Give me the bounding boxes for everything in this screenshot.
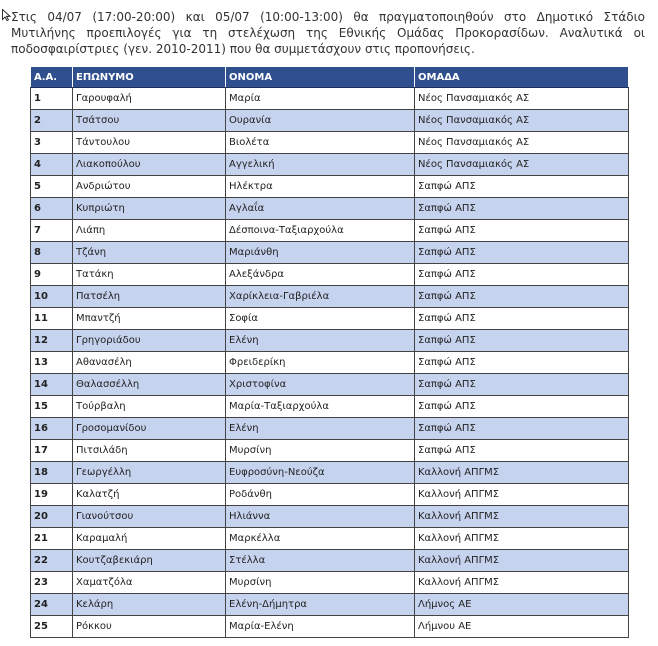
row-number: 20 [31,506,73,528]
row-surname: Γρηγοριάδου [73,330,226,352]
row-surname: Κελάρη [73,594,226,616]
row-surname: Κουτζαβεκιάρη [73,550,226,572]
row-team: Σαπφώ ΑΠΣ [415,198,629,220]
row-team: Σαπφώ ΑΠΣ [415,440,629,462]
row-surname: Κυπριώτη [73,198,226,220]
row-team: Σαπφώ ΑΠΣ [415,352,629,374]
row-name: Χαρίκλεια-Γαβριέλα [226,286,415,308]
row-team: Σαπφώ ΑΠΣ [415,396,629,418]
table-header-row [31,67,629,88]
row-surname: Πιτσιλάδη [73,440,226,462]
row-team: Νέος Πανσαμιακός ΑΣ [415,110,629,132]
table-row [31,110,629,132]
row-surname: Ρόκκου [73,616,226,638]
row-name: Μαρία-Ελένη [226,616,415,638]
row-number: 12 [31,330,73,352]
row-number: 2 [31,110,73,132]
table-row [31,220,629,242]
row-number: 22 [31,550,73,572]
cursor-icon [2,9,11,21]
row-surname: Καλατζή [73,484,226,506]
row-team: Λήμνος ΑΕ [415,594,629,616]
row-number: 18 [31,462,73,484]
row-team: Καλλονή ΑΠΓΜΣ [415,572,629,594]
row-team: Καλλονή ΑΠΓΜΣ [415,484,629,506]
row-number: 15 [31,396,73,418]
row-name: Αλεξάνδρα [226,264,415,286]
row-surname: Τατάκη [73,264,226,286]
row-name: Ουρανία [226,110,415,132]
row-team: Σαπφώ ΑΠΣ [415,308,629,330]
table-row [31,594,629,616]
row-number: 4 [31,154,73,176]
row-name: Ροδάνθη [226,484,415,506]
row-team: Καλλονή ΑΠΓΜΣ [415,550,629,572]
row-team: Σαπφώ ΑΠΣ [415,374,629,396]
row-team: Σαπφώ ΑΠΣ [415,264,629,286]
row-number: 9 [31,264,73,286]
row-name: Μαρία-Ταξιαρχούλα [226,396,415,418]
row-name: Ηλιάννα [226,506,415,528]
table-row [31,286,629,308]
row-surname: Καραμαλή [73,528,226,550]
table-row [31,418,629,440]
table-row [31,264,629,286]
row-number: 6 [31,198,73,220]
table-row [31,176,629,198]
row-surname: Γαρουφαλή [73,88,226,110]
header-aa: Α.Α. [31,67,73,88]
row-name: Σοφία [226,308,415,330]
row-name: Ελένη [226,418,415,440]
row-name: Αγγελική [226,154,415,176]
table-row [31,242,629,264]
row-team: Σαπφώ ΑΠΣ [415,220,629,242]
row-surname: Αθανασέλη [73,352,226,374]
row-name: Φρειδερίκη [226,352,415,374]
row-name: Μαριάνθη [226,242,415,264]
table-row [31,198,629,220]
row-team: Καλλονή ΑΠΓΜΣ [415,462,629,484]
header-surname: ΕΠΩΝΥΜΟ [73,67,226,88]
row-surname: Γεωργέλλη [73,462,226,484]
row-surname: Λιάπη [73,220,226,242]
row-name: Ελένη [226,330,415,352]
row-team: Καλλονή ΑΠΓΜΣ [415,528,629,550]
row-team: Νέος Πανσαμιακός ΑΣ [415,88,629,110]
row-number: 5 [31,176,73,198]
row-number: 14 [31,374,73,396]
row-number: 25 [31,616,73,638]
row-surname: Τάντουλου [73,132,226,154]
row-number: 16 [31,418,73,440]
table-row [31,88,629,110]
row-number: 10 [31,286,73,308]
row-number: 24 [31,594,73,616]
table-row [31,374,629,396]
row-number: 3 [31,132,73,154]
table-row [31,396,629,418]
table-row [31,330,629,352]
table-row [31,462,629,484]
row-surname: Τζάνη [73,242,226,264]
intro-paragraph: Στις 04/07 (17:00-20:00) και 05/07 (10:00-13:00) θα πραγματοποιηθούν στο Δημοτικό Στάδιο Μυτιλήνης προεπιλογές για τη στελέχωση της Εθνικής Ομάδας Προκορασίδων. Αναλυτικά οι ποδοσφαιρίστριες (γεν. 2010-2011) που θα συμμετάσχουν στις προπονήσεις. [11,10,645,56]
table-row [31,132,629,154]
row-name: Μαρκέλλα [226,528,415,550]
row-surname: Μπαντζή [73,308,226,330]
table-row [31,484,629,506]
row-surname: Γροσομανίδου [73,418,226,440]
row-team: Νέος Πανσαμιακός ΑΣ [415,154,629,176]
row-surname: Ανδριώτου [73,176,226,198]
row-surname: Τούρβαλη [73,396,226,418]
table-row [31,440,629,462]
row-number: 1 [31,88,73,110]
table-row [31,352,629,374]
header-team: ΟΜΑΔΑ [415,67,629,88]
row-surname: Γιανούτσου [73,506,226,528]
table-row [31,506,629,528]
row-number: 8 [31,242,73,264]
row-name: Μυρσίνη [226,572,415,594]
row-team: Καλλονή ΑΠΓΜΣ [415,506,629,528]
row-number: 23 [31,572,73,594]
header-name: ΟΝΟΜΑ [226,67,415,88]
table-row [31,572,629,594]
table-row [31,308,629,330]
row-number: 7 [31,220,73,242]
row-team: Νέος Πανσαμιακός ΑΣ [415,132,629,154]
row-team: Σαπφώ ΑΠΣ [415,418,629,440]
row-surname: Τσάτσου [73,110,226,132]
row-team: Λήμνου ΑΕ [415,616,629,638]
row-number: 21 [31,528,73,550]
row-number: 19 [31,484,73,506]
row-team: Σαπφώ ΑΠΣ [415,176,629,198]
row-number: 17 [31,440,73,462]
row-name: Ελένη-Δήμητρα [226,594,415,616]
row-name: Δέσποινα-Ταξιαρχούλα [226,220,415,242]
row-name: Μαρία [226,88,415,110]
row-team: Σαπφώ ΑΠΣ [415,286,629,308]
row-name: Μυρσίνη [226,440,415,462]
row-number: 13 [31,352,73,374]
table-row [31,550,629,572]
table-row [31,528,629,550]
table-row [31,154,629,176]
row-team: Σαπφώ ΑΠΣ [415,330,629,352]
players-table [30,66,629,638]
row-name: Χριστοφίνα [226,374,415,396]
row-name: Ευφροσύνη-Νεούζα [226,462,415,484]
row-surname: Πατσέλη [73,286,226,308]
row-name: Ηλέκτρα [226,176,415,198]
row-team: Σαπφώ ΑΠΣ [415,242,629,264]
row-surname: Λιακοπούλου [73,154,226,176]
row-surname: Θαλασσέλλη [73,374,226,396]
row-name: Βιολέτα [226,132,415,154]
row-name: Στέλλα [226,550,415,572]
table-row [31,616,629,638]
row-number: 11 [31,308,73,330]
row-name: Αγλαΐα [226,198,415,220]
row-surname: Χαματζόλα [73,572,226,594]
